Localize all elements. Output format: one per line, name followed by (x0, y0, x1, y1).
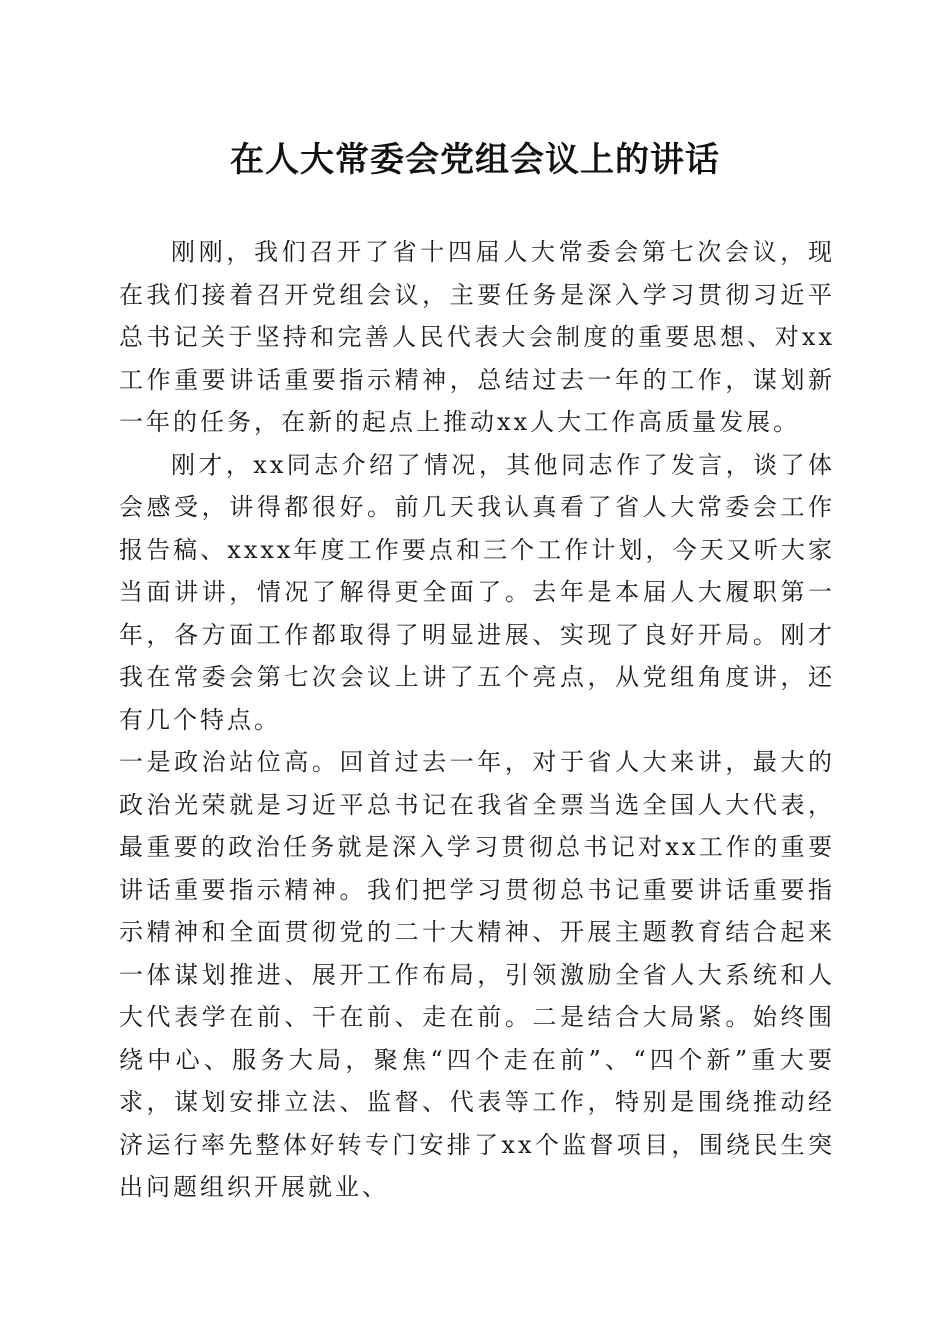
paragraph-opening: 刚刚，我们召开了省十四届人大常委会第七次会议，现在我们接着召开党组会议，主要任务是深入学习贯彻习近平总书记关于坚持和完善人民代表大会制度的重要思想、对xx工作重要讲话重要指示精神，总结过去一年的工作，谋划新一年的任务，在新的起点上推动xx人大工作高质量发展。 (119, 238, 835, 436)
document-body (119, 231, 835, 1209)
paragraph-review: 刚才，xx同志介绍了情况，其他同志作了发言，谈了体会感受，讲得都很好。前几天我认真看了省人大常委会工作报告稿、xxxx年度工作要点和三个工作计划，今天又听大家当面讲讲，情况了解得更全面了。去年是本届人大履职第一年，各方面工作都取得了明显进展、实现了良好开局。刚才我在常委会第七次会议上讲了五个亮点，从党组角度讲，还有几个特点。 (119, 450, 835, 734)
paragraph-points: 一是政治站位高。回首过去一年，对于省人大来讲，最大的政治光荣就是习近平总书记在我省全票当选全国人大代表，最重要的政治任务就是深入学习贯彻总书记对xx工作的重要讲话重要指示精神。我们把学习贯彻总书记重要讲话重要指示精神和全面贯彻党的二十大精神、开展主题教育结合起来一体谋划推进、展开工作布局，引领激励全省人大系统和人大代表学在前、干在前、走在前。二是结合大局紧。始终围绕中心、服务大局，聚焦“四个走在前”、“四个新”重大要求，谋划安排立法、监督、代表等工作，特别是围绕推动经济运行率先整体好转专门安排了xx个监督项目，围绕民生突出问题组织开展就业、 (119, 748, 835, 1201)
document-title: 在人大常委会党组会议上的讲话 (230, 140, 720, 180)
